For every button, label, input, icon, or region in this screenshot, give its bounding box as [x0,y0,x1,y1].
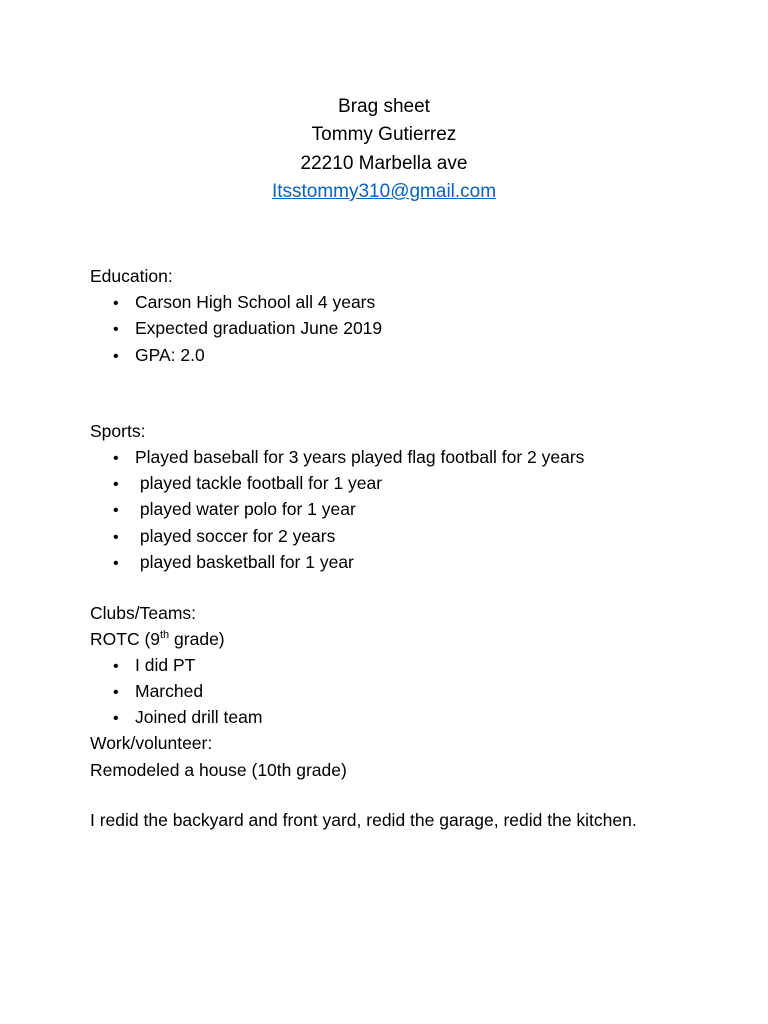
clubs-item: • Marched [113,680,203,704]
student-address: 22210 Marbella ave [300,153,468,174]
sports-item: • played water polo for 1 year [113,498,356,522]
sports-item: • played basketball for 1 year [113,551,354,575]
clubs-item: • Joined drill team [113,706,262,730]
education-heading: Education: [90,266,173,286]
work-entry: Remodeled a house (10th grade) [90,760,347,780]
sports-item: • played soccer for 2 years [113,525,335,549]
work-description: I redid the backyard and front yard, redid the garage, redid the kitchen. [90,810,637,830]
clubs-item: • I did PT [113,654,195,678]
education-item: • GPA: 2.0 [113,344,205,368]
bullet-icon: • [113,321,119,338]
education-item: • Carson High School all 4 years [113,291,375,315]
work-heading: Work/volunteer: [90,733,213,753]
rotc-line: ROTC (9th grade) [90,629,225,649]
sports-heading: Sports: [90,421,146,441]
email-link[interactable]: Itsstommy310@gmail.com [271,181,497,202]
bullet-icon: • [113,348,119,365]
bullet-icon: • [113,529,119,546]
bullet-icon: • [113,476,119,493]
bullet-icon: • [113,555,119,572]
sports-item: • played tackle football for 1 year [113,472,382,496]
bullet-icon: • [113,295,119,312]
bullet-icon: • [113,502,119,519]
bullet-icon: • [113,710,119,727]
student-name: Tommy Gutierrez [311,124,457,145]
education-item: • Expected graduation June 2019 [113,317,382,341]
sports-item: • Played baseball for 3 years played flag football for 2 years [113,446,584,470]
bullet-icon: • [113,450,119,467]
bullet-icon: • [113,684,119,701]
document-title: Brag sheet [338,96,430,117]
email-line [0,180,768,204]
bullet-icon: • [113,658,119,675]
clubs-heading: Clubs/Teams: [90,603,197,623]
